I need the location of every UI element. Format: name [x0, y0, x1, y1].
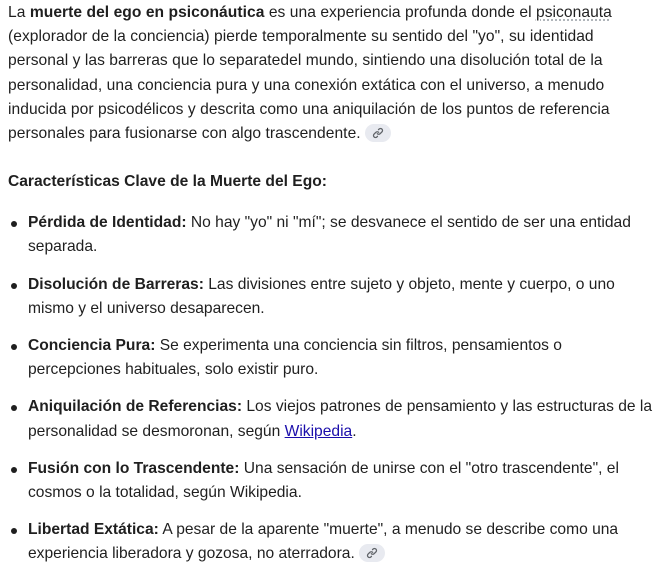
item-text-after: .: [352, 422, 357, 440]
list-item: [8, 395, 658, 443]
link-icon: [366, 547, 378, 559]
intro-text-start: La: [8, 4, 30, 21]
intro-bold-term: muerte del ego en psiconáutica: [29, 4, 265, 21]
item-term: Pérdida de Identidad:: [28, 214, 187, 232]
bullet-dot: [11, 221, 17, 227]
item-term: Aniquilación de Referencias:: [28, 398, 243, 416]
intro-source-link-button[interactable]: [365, 124, 391, 142]
link-icon: [372, 127, 384, 139]
wikipedia-link[interactable]: Wikipedia: [284, 422, 353, 440]
list-item: [8, 273, 658, 321]
item-source-link-button[interactable]: [359, 544, 385, 562]
item-term: Disolución de Barreras:: [28, 275, 204, 293]
list-item: [8, 211, 658, 259]
intro-text-middle: es una experiencia profunda donde el: [264, 4, 536, 21]
bullet-dot: [11, 405, 17, 411]
item-text: A pesar de la aparente "muerte", a menudo se describe como una experiencia liberadora y gozosa, no aterradora.: [28, 521, 619, 563]
intro-paragraph: [8, 0, 658, 146]
list-item: [8, 334, 658, 382]
psiconauta-term[interactable]: psiconauta: [535, 4, 612, 21]
bullet-dot: [11, 467, 17, 473]
item-text: No hay "yo" ni "mí"; se desvanece el sentido de ser una entidad separada.: [28, 214, 631, 256]
item-term: Fusión con lo Trascendente:: [28, 459, 240, 477]
bullet-dot: [11, 528, 17, 534]
item-text: Las divisiones entre sujeto y objeto, mente y cuerpo, o uno mismo y el universo desaparecen.: [28, 275, 615, 317]
item-term: Conciencia Pura:: [28, 337, 156, 355]
item-text: Una sensación de unirse con el "otro trascendente", el cosmos o la totalidad, según Wikipedia.: [28, 459, 619, 502]
item-text: Los viejos patrones de pensamiento y las estructuras de la personalidad se desmoronan, según: [28, 398, 653, 440]
bullet-dot: [11, 344, 17, 350]
bullet-dot: [11, 283, 17, 289]
features-list: [8, 211, 658, 566]
item-term: Libertad Extática:: [28, 521, 159, 539]
section-heading: Características Clave de la Muerte del Ego:: [8, 173, 327, 191]
list-item: [8, 518, 658, 566]
item-text: Se experimenta una conciencia sin filtros, pensamientos o percepciones habituales, solo existir puro.: [28, 337, 562, 379]
intro-text-end: (explorador de la conciencia) pierde temporalmente su sentido del "yo", su identidad personal y las barreras que lo separatedel mundo, sintiendo una disolución total de la personalidad, una conciencia pura y una conexión extática con el universo, a menudo inducida por psicodélicos y descrita como una aniquilación de los puntos de referencia personales para fusionarse con algo trascendente.: [8, 28, 610, 143]
list-item: [8, 457, 658, 505]
